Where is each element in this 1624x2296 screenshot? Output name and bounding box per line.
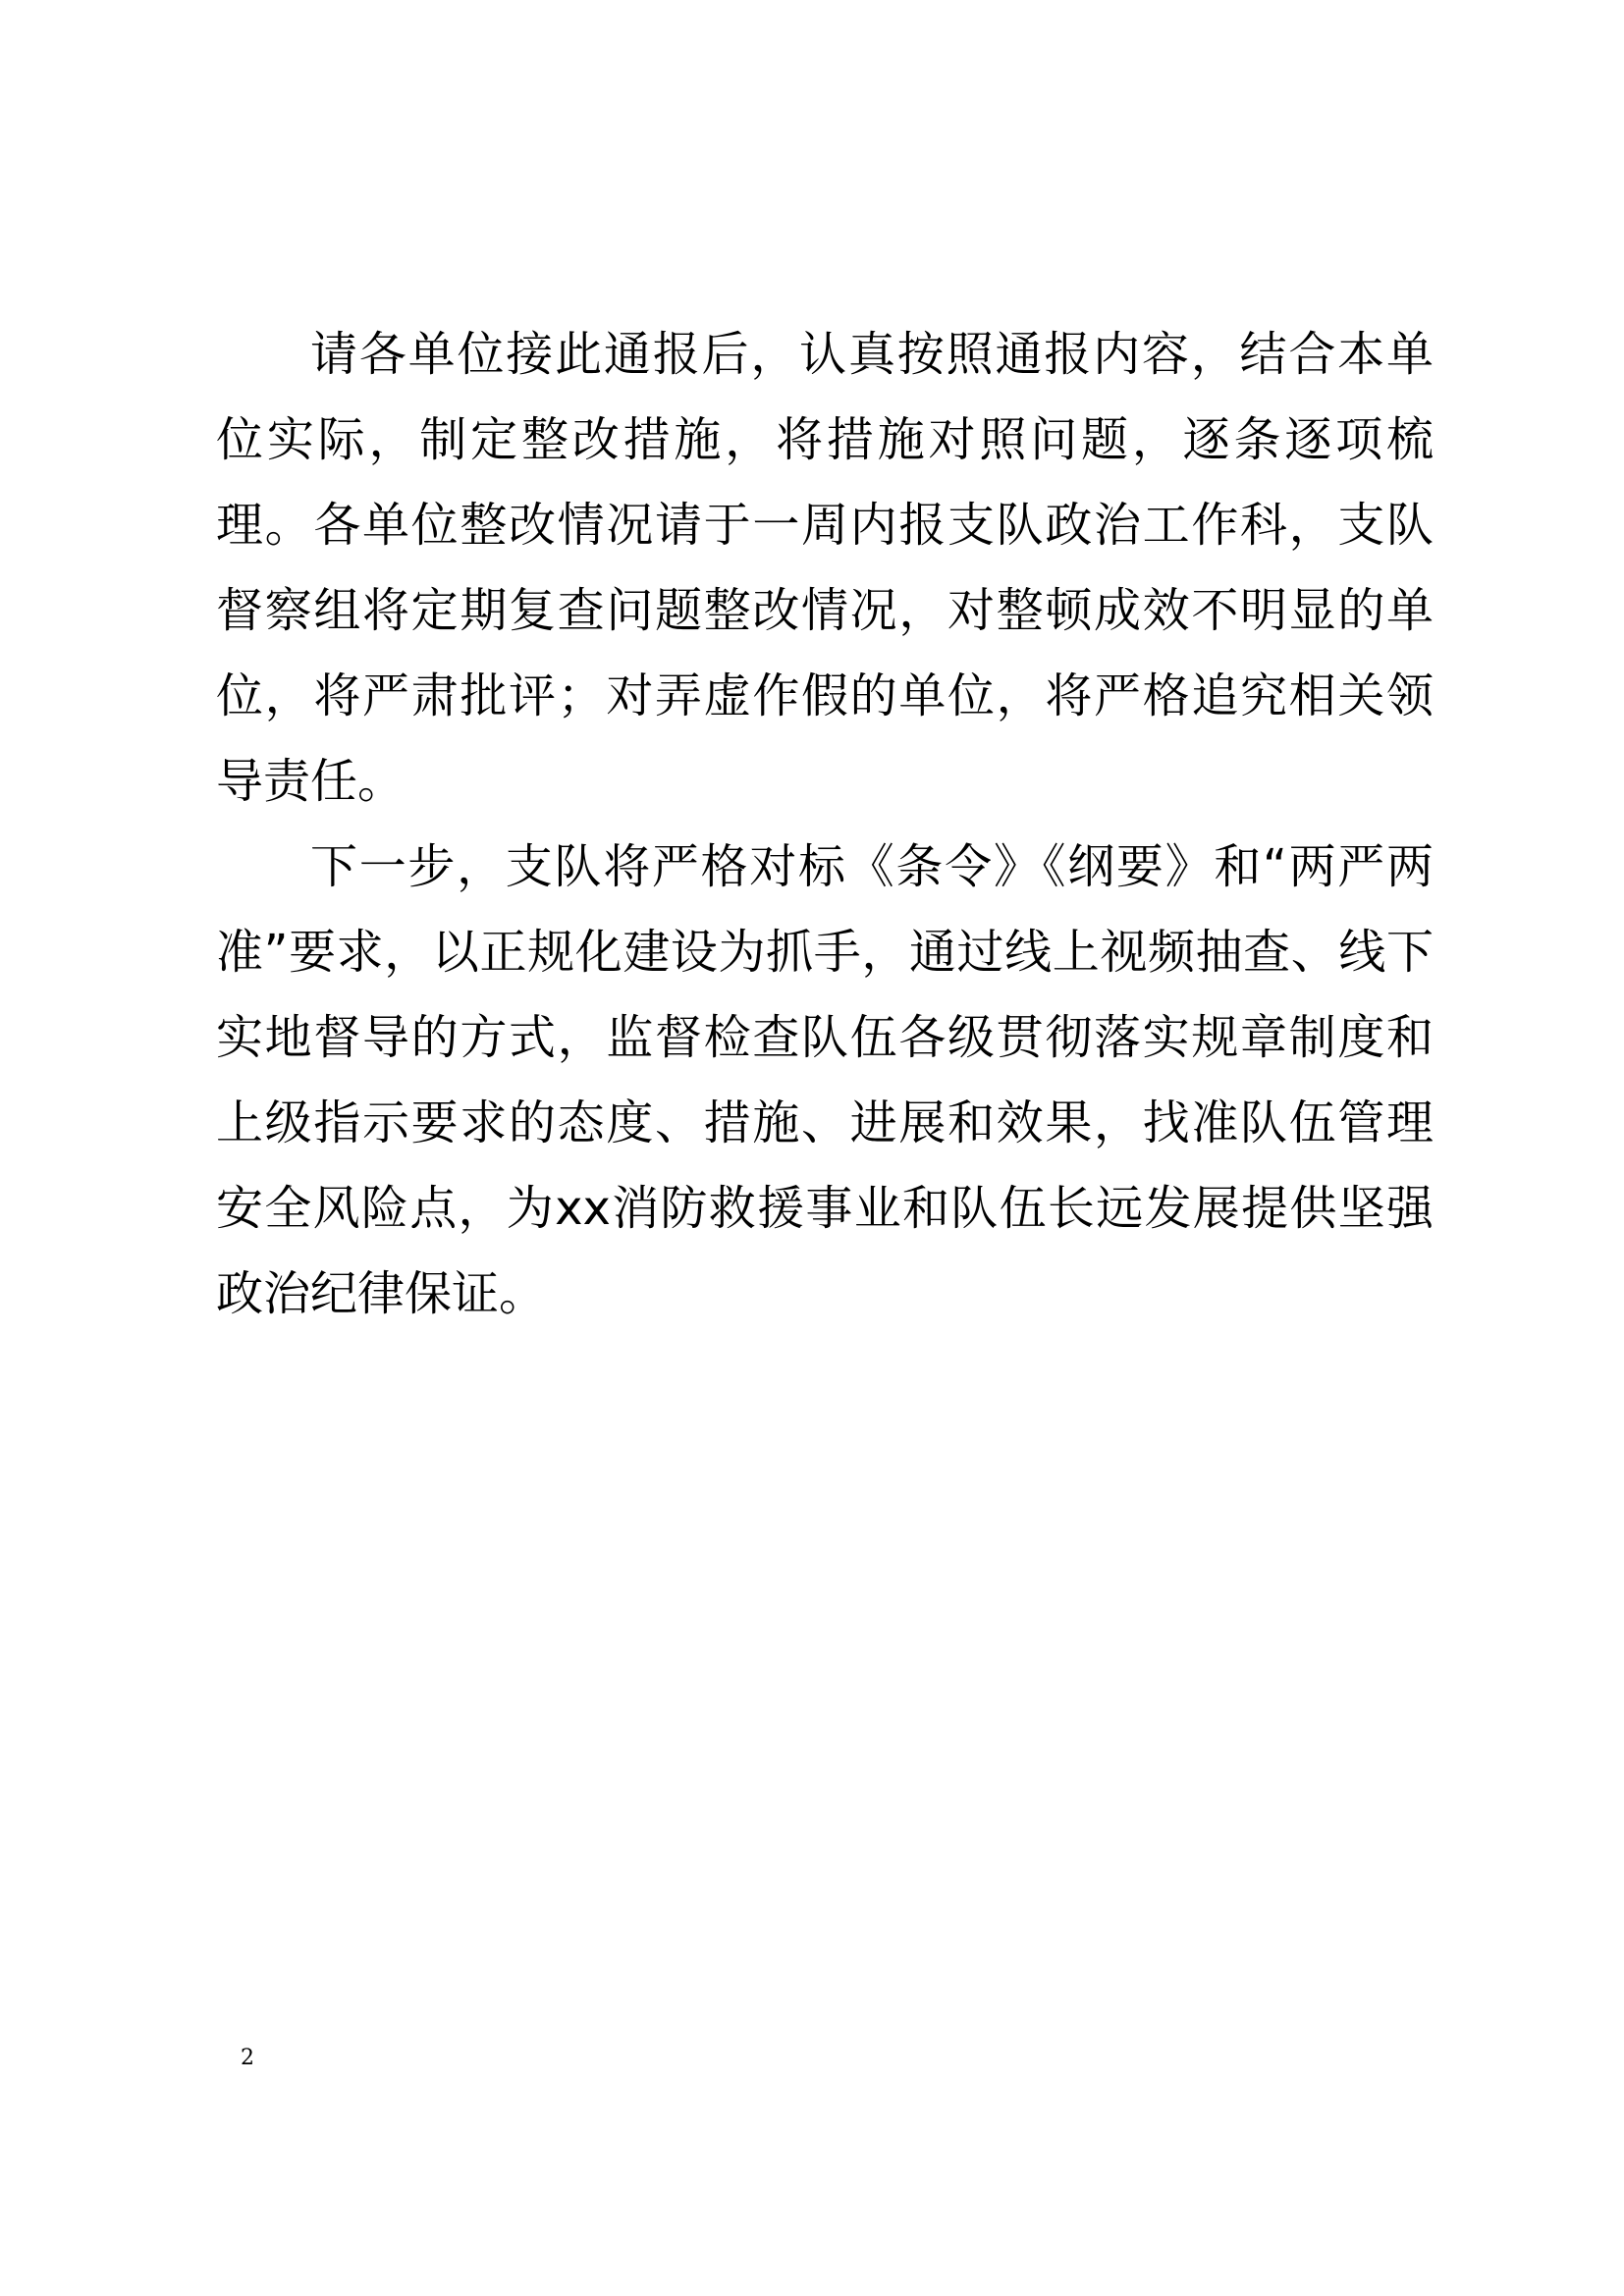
paragraph-next-steps: 下一步，支队将严格对标《条令》《纲要》和“两严两准”要求，以正规化建设为抓手，通过线上视频抽查、线下实地督导的方式，监督检查队伍各级贯彻落实规章制度和上级指示要求的态度、措施、进展和效果，找准队伍管理安全风险点，为xx消防救援事业和队伍长远发展提供坚强政治纪律保证。 <box>216 839 1434 1321</box>
document-body <box>216 312 1434 1337</box>
page-number: 2 <box>241 2046 254 2070</box>
paragraph-rectification-instructions: 请各单位接此通报后，认真按照通报内容，结合本单位实际，制定整改措施，将措施对照问题，逐条逐项梳理。各单位整改情况请于一周内报支队政治工作科，支队督察组将定期复查问题整改情况，对整顿成效不明显的单位，将严肃批评；对弄虚作假的单位，将严格追究相关领导责任。 <box>216 327 1434 809</box>
